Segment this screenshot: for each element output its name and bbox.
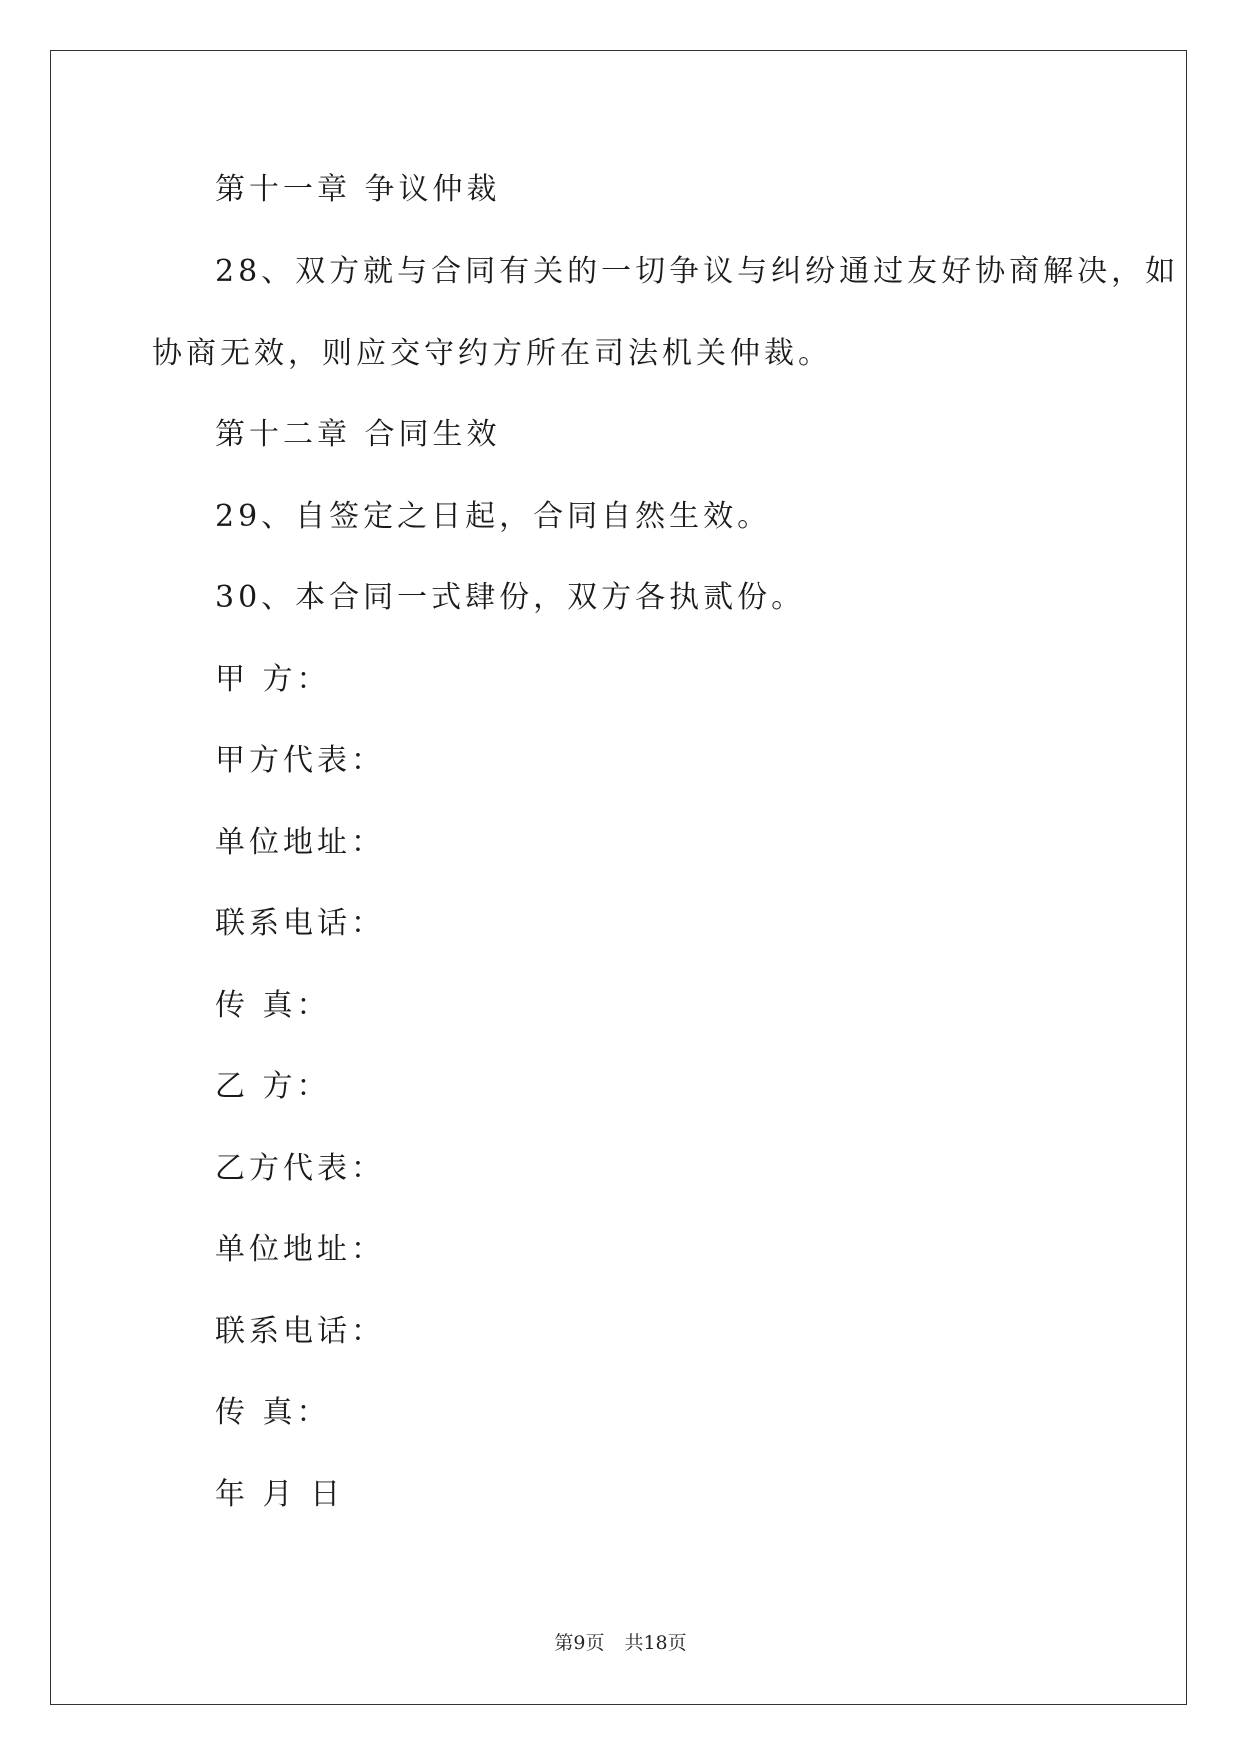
clause-30: 30、本合同一式肆份，双方各执贰份。 [215,580,806,615]
page-footer [0,1628,1241,1655]
page-total: 共18页 [624,1632,687,1654]
party-a-label: 甲 方： [215,662,331,697]
date-line: 年 月 日 [215,1477,345,1512]
party-a-fax-label: 传 真： [215,988,331,1023]
chapter-12-heading: 第十二章 合同生效 [215,417,501,452]
clause-28-line-1: 28、双方就与合同有关的一切争议与纠纷通过友好协商解决，如 [215,254,1180,289]
page-border [50,50,1187,1705]
clause-29: 29、自签定之日起，合同自然生效。 [215,499,772,534]
party-a-representative-label: 甲方代表： [215,743,385,778]
chapter-11-heading: 第十一章 争议仲裁 [215,172,501,207]
party-a-address-label: 单位地址： [215,825,385,860]
party-b-label: 乙 方： [215,1069,331,1104]
clause-28-line-2: 协商无效，则应交守约方所在司法机关仲裁。 [152,336,832,371]
party-b-phone-label: 联系电话： [215,1314,385,1349]
page-number: 第9页 [554,1632,605,1654]
party-b-address-label: 单位地址： [215,1232,385,1267]
party-b-fax-label: 传 真： [215,1395,331,1430]
party-b-representative-label: 乙方代表： [215,1151,385,1186]
party-a-phone-label: 联系电话： [215,906,385,941]
